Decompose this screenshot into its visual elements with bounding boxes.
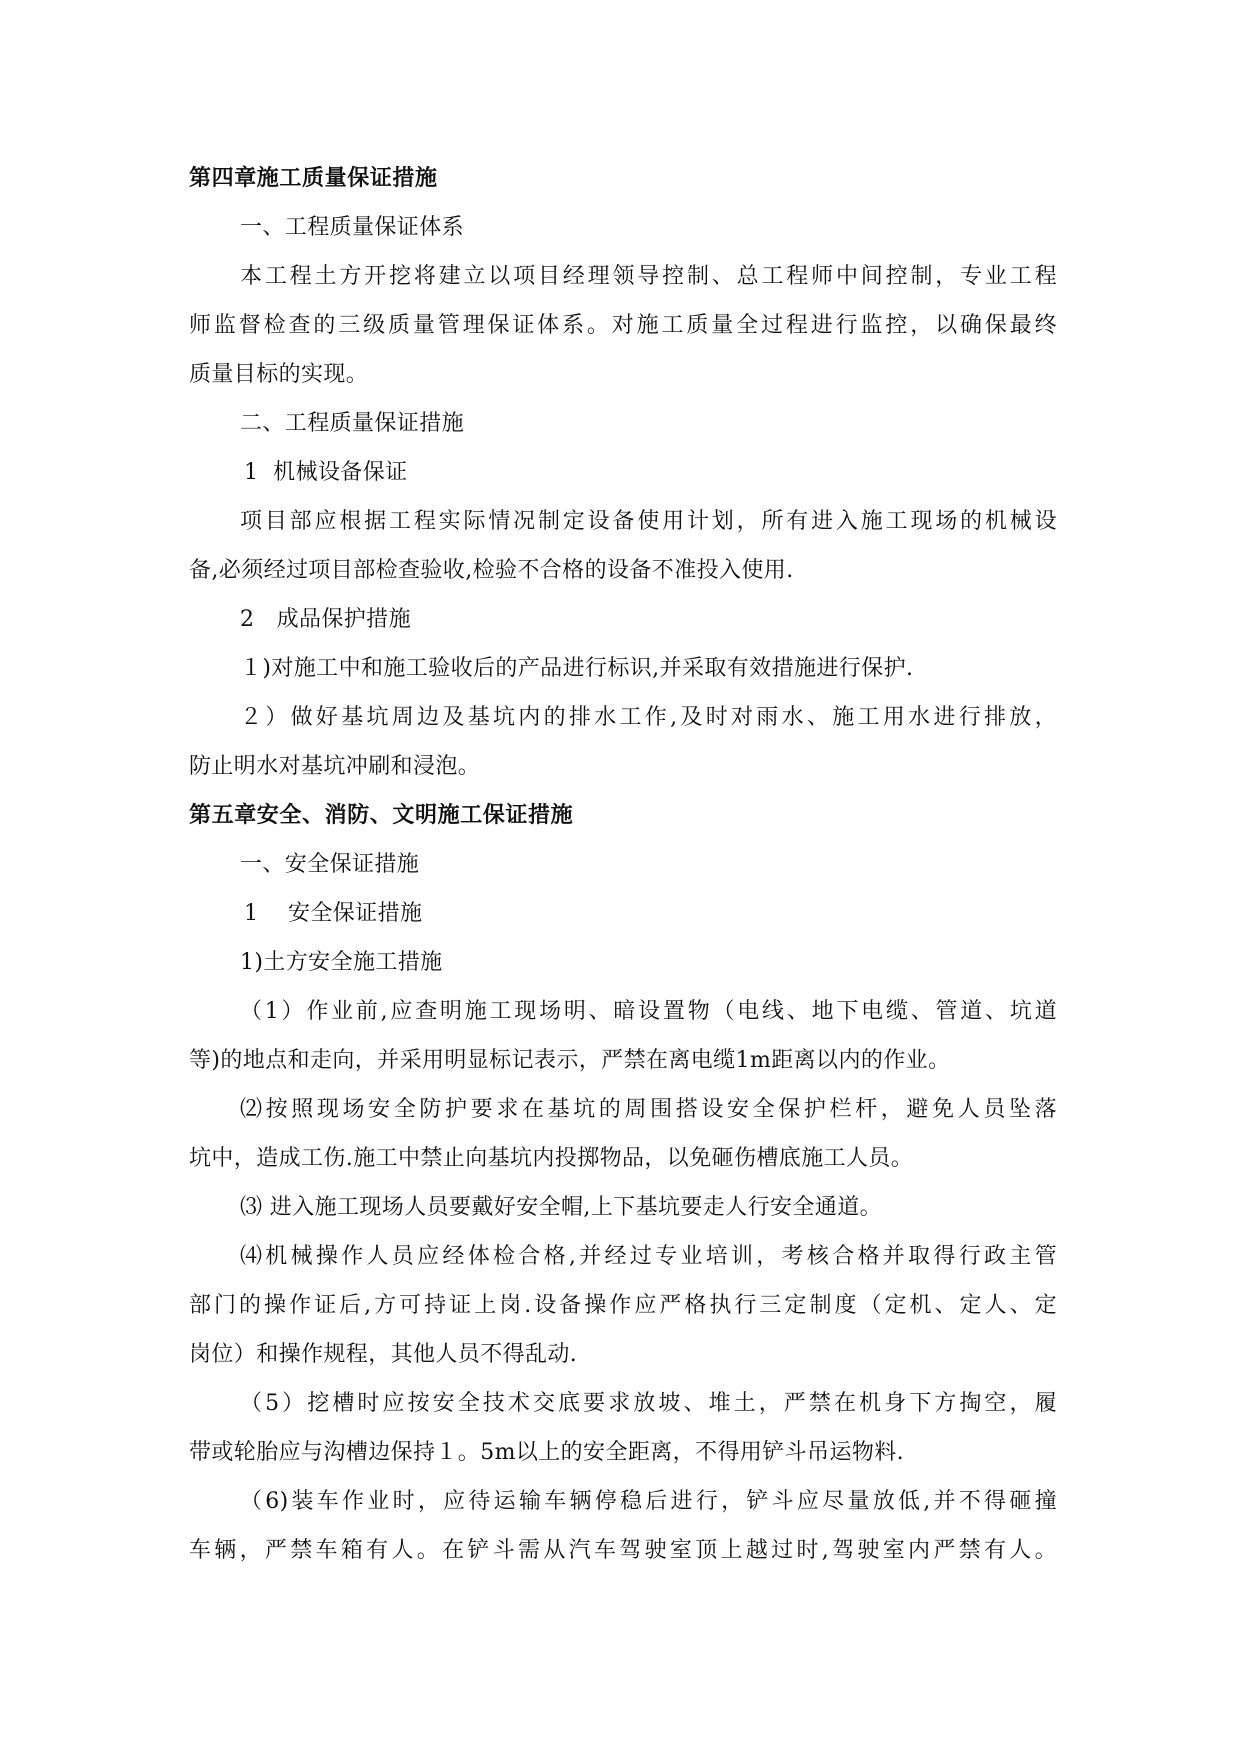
list-item: ⑵按照现场安全防护要求在基坑的周围搭设安全保护栏杆，避免人员坠落 (240, 1097, 1057, 1122)
paragraph-line: 备,必须经过项目部检查验收,检验不合格的设备不准投入使用. (189, 558, 794, 583)
chapter-5-heading: 第五章安全、消防、文明施工保证措施 (189, 803, 574, 828)
paragraph-line: 师监督检查的三级质量管理保证体系。对施工质量全过程进行监控，以确保最终 (189, 313, 1057, 338)
paragraph-line: 等)的地点和走向，并采用明显标记表示，严禁在离电缆1m距离以内的作业。 (189, 1048, 951, 1073)
chapter-4-heading: 第四章施工质量保证措施 (189, 166, 438, 191)
list-item: ⑶ 进入施工现场人员要戴好安全帽,上下基坑要走人行安全通道。 (240, 1195, 882, 1220)
paragraph-line: 防止明水对基坑冲刷和浸泡。 (189, 754, 481, 779)
list-item: ⑷机械操作人员应经体检合格,并经过专业培训，考核合格并取得行政主管 (240, 1244, 1057, 1269)
list-item: １)对施工中和施工验收后的产品进行标识,并采取有效措施进行保护. (240, 656, 914, 681)
subsection-heading: 1 安全保证措施 (244, 901, 423, 926)
paragraph-line: 部门的操作证后,方可持证上岗.设备操作应严格执行三定制度（定机、定人、定 (189, 1293, 1057, 1318)
list-item: （5）挖槽时应按安全技术交底要求放坡、堆土，严禁在机身下方掏空，履 (240, 1391, 1057, 1416)
paragraph-line: 坑中，造成工伤.施工中禁止向基坑内投掷物品，以免砸伤槽底施工人员。 (189, 1146, 914, 1171)
section-heading: 二、工程质量保证措施 (240, 411, 465, 436)
paragraph-line: 质量目标的实现。 (189, 362, 369, 387)
paragraph-line: 岗位）和操作规程，其他人员不得乱动. (189, 1342, 578, 1367)
list-item: （6)装车作业时，应待运输车辆停稳后进行，铲斗应尽量放低,并不得砸撞 (240, 1489, 1057, 1514)
paragraph-line: 项目部应根据工程实际情况制定设备使用计划，所有进入施工现场的机械设 (240, 509, 1057, 534)
paragraph-line: 带或轮胎应与沟槽边保持１。5m以上的安全距离，不得用铲斗吊运物料. (189, 1440, 905, 1465)
paragraph-line: 车辆，严禁车箱有人。在铲斗需从汽车驾驶室顶上越过时,驾驶室内严禁有人。 (189, 1538, 1057, 1563)
subsection-heading: 2 成品保护措施 (240, 607, 411, 632)
section-heading: 一、工程质量保证体系 (240, 215, 465, 240)
paragraph-line: 本工程土方开挖将建立以项目经理领导控制、总工程师中间控制，专业工程 (240, 264, 1057, 289)
subsection-heading: 1)土方安全施工措施 (240, 950, 443, 975)
document-body (189, 154, 1057, 1575)
subsection-heading: 1 机械设备保证 (244, 460, 408, 485)
section-heading: 一、安全保证措施 (240, 852, 420, 877)
list-item: （1）作业前,应查明施工现场明、暗设置物（电线、地下电缆、管道、坑道 (240, 999, 1057, 1024)
list-item: ２）做好基坑周边及基坑内的排水工作,及时对雨水、施工用水进行排放， (240, 705, 1057, 730)
